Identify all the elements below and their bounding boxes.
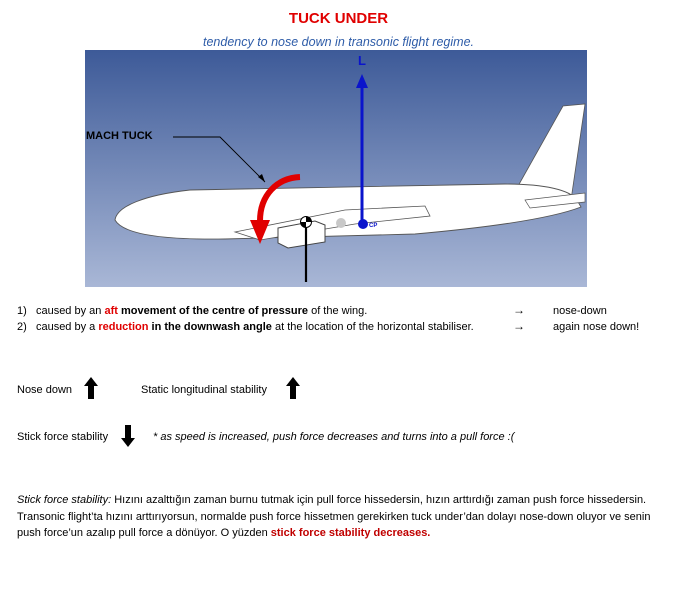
mach-tuck-label: MACH TUCK: [86, 130, 153, 142]
explanation-paragraph: Stick force stability: Hızını azalttığın zaman burnu tutmak için pull force hissedersin, hızın arttırdığı zaman push force hissedersin. Transonic flight’ta hızını arttırıyorsun, normalde push force hissetmen gerekirken tuck under’dan dolayı nose-down oluyor ve senin push force’un azalıp pull force a dönüyor. O yüzden stick force stability decreases.: [17, 494, 651, 539]
cause-1-arrow: →: [513, 303, 525, 317]
lift-label: L: [358, 53, 366, 68]
up-arrow-icon: [286, 377, 300, 399]
page-subtitle: tendency to nose down in transonic flight regime.: [203, 35, 474, 49]
cause-1: 1) caused by an aft movement of the centre of pressure of the wing.: [17, 305, 368, 317]
old-cp-dot: [336, 218, 346, 228]
cp-label: CP: [369, 223, 378, 229]
cause-2-result: again nose down!: [553, 321, 640, 333]
page-title: TUCK UNDER: [288, 10, 389, 27]
cp-dot: [358, 219, 368, 229]
sky-background: [85, 50, 587, 287]
static-stability-label: Static longitudinal stability: [141, 384, 267, 396]
stick-force-note: * as speed is increased, push force decreases and turns into a pull force :(: [153, 431, 515, 443]
nose-down-label: Nose down: [17, 384, 73, 396]
tuck-under-diagram: [85, 50, 587, 287]
cause-2-arrow: →: [513, 319, 525, 333]
cause-2: 2) caused by a reduction in the downwash angle at the location of the horizontal stabiliser.: [17, 321, 474, 333]
up-arrow-icon: [84, 377, 98, 399]
down-arrow-icon: [121, 425, 135, 447]
stick-force-label: Stick force stability: [17, 431, 109, 443]
cause-1-result: nose-down: [553, 305, 607, 317]
